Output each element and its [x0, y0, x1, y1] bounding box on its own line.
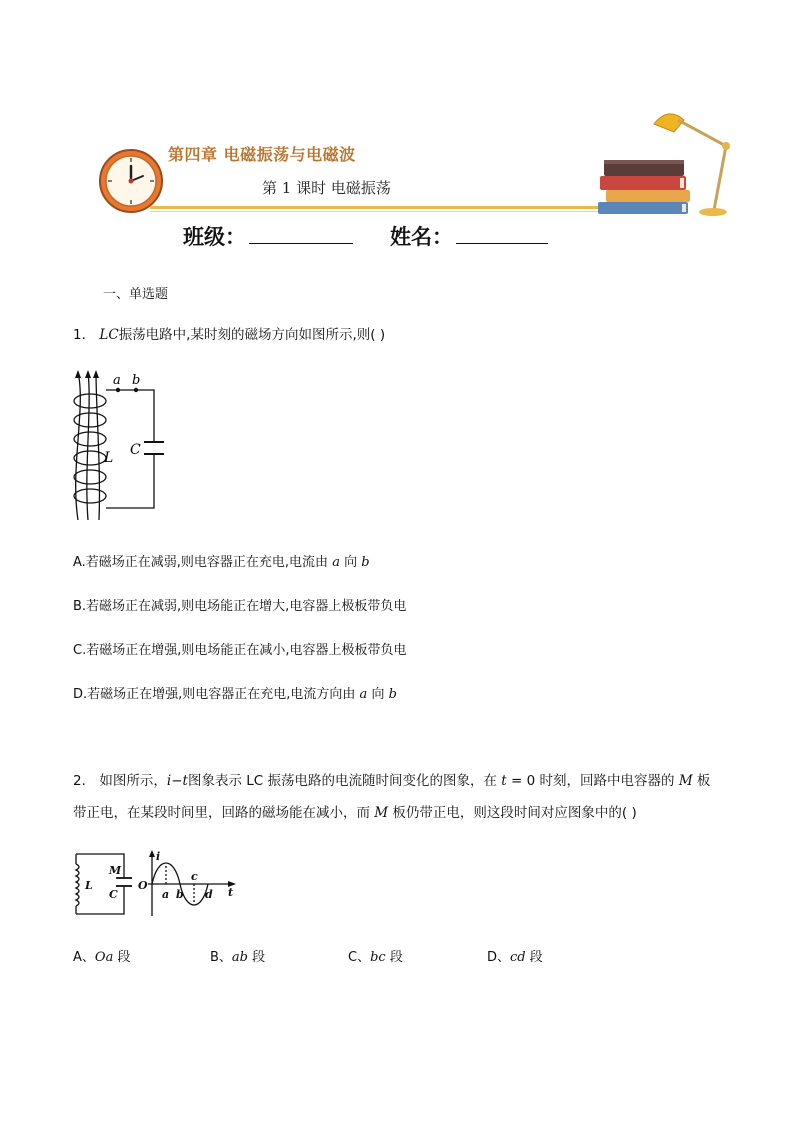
q2-option-c-suffix: 段	[385, 950, 403, 965]
q2-option-c-var: bc	[370, 950, 386, 965]
q2-label-M: M	[109, 864, 122, 877]
q2-l1-t1: 如图所示，	[99, 773, 167, 789]
q2-l1-v3: t	[501, 773, 507, 789]
q2-number: 2．	[73, 773, 96, 789]
q2-l2-t2: 板仍带正电，则这段时间对应图象中的( )	[388, 805, 637, 821]
q2-l1-t2: −	[171, 773, 183, 789]
q1-label-C: C	[130, 442, 141, 458]
q1-option-b[interactable]	[73, 595, 406, 614]
q1-option-a-text: A.若磁场正在减弱,则电容器正在充电,电流由	[73, 555, 333, 570]
q2-l1-t5: 板	[692, 773, 711, 789]
q2-l1-v2: t	[182, 773, 188, 789]
q2-label-a: a	[162, 888, 170, 901]
q1-option-a-var1: a	[332, 555, 340, 570]
q1-number: 1．	[73, 327, 96, 343]
clock-icon	[98, 148, 164, 214]
q1-label-a: a	[113, 373, 121, 388]
q2-stem-line2	[73, 803, 637, 823]
q2-l2-v1: M	[374, 805, 389, 821]
q2-l1-t3: 图象表示 LC 振荡电路的电流随时间变化的图象，在	[187, 773, 502, 789]
q2-label-L: L	[85, 879, 93, 892]
q2-option-b-prefix: B、	[210, 950, 232, 965]
q2-option-a[interactable]	[73, 946, 130, 965]
q1-option-d-var1: a	[359, 687, 368, 702]
section-title: 一、单选题	[103, 287, 169, 302]
q2-label-i: i	[156, 850, 161, 863]
q1-option-d-mid: 向	[371, 687, 389, 702]
q2-l1-t4: = 0 时刻，回路中电容器的	[506, 773, 679, 789]
name-label: 姓名：	[390, 225, 453, 249]
q1-option-a[interactable]	[73, 551, 370, 570]
q2-label-t: t	[228, 886, 234, 899]
q2-option-d-suffix: 段	[525, 950, 543, 965]
q2-option-b-suffix: 段	[248, 950, 266, 965]
q2-option-d[interactable]	[487, 946, 543, 965]
q2-option-a-prefix: A、	[73, 950, 95, 965]
class-label: 班级：	[183, 225, 246, 249]
q1-var: LC	[99, 327, 119, 343]
lesson-title: 第 1 课时 电磁振荡	[262, 179, 391, 197]
q2-option-d-var: cd	[510, 950, 526, 965]
q2-option-c[interactable]	[348, 946, 403, 965]
class-blank[interactable]	[249, 243, 353, 244]
q2-lc-graph-figure	[72, 848, 238, 920]
q1-stem	[73, 325, 385, 345]
q1-circuit-figure	[66, 368, 176, 524]
q2-option-c-prefix: C、	[348, 950, 371, 965]
q1-label-b: b	[132, 373, 141, 388]
q2-l1-v4: M	[678, 773, 693, 789]
q1-option-d-var2: b	[388, 687, 397, 702]
q2-stem-line1	[73, 771, 710, 791]
q2-label-c: c	[191, 870, 198, 883]
q2-label-C: C	[109, 888, 118, 901]
books-lamp-illustration	[596, 98, 736, 220]
q1-option-d-text: D.若磁场正在增强,则电容器正在充电,电流方向由	[73, 687, 360, 702]
header-rule	[150, 206, 600, 209]
header-rule-thin	[150, 211, 600, 212]
q2-label-O: O	[138, 879, 148, 892]
q2-option-a-suffix: 段	[113, 950, 131, 965]
q1-option-d[interactable]	[73, 683, 397, 702]
name-blank[interactable]	[456, 243, 548, 244]
q2-l2-t1: 带正电，在某段时间里，回路的磁场能在减小，而	[73, 805, 375, 821]
q2-label-b: b	[176, 888, 184, 901]
q2-label-d: d	[205, 888, 213, 901]
q2-option-b[interactable]	[210, 946, 265, 965]
q2-option-d-prefix: D、	[487, 950, 511, 965]
q2-option-a-var: Oa	[94, 950, 114, 965]
q1-option-c-text: C.若磁场正在增强,则电场能正在减小,电容器上极板带负电	[73, 643, 407, 658]
q1-option-c[interactable]	[73, 639, 406, 658]
q1-option-a-mid: 向	[344, 555, 362, 570]
q1-option-a-var2: b	[361, 555, 370, 570]
q2-l1-v1: i	[166, 773, 172, 789]
chapter-title: 第四章 电磁振荡与电磁波	[168, 145, 356, 164]
q1-text: 振荡电路中,某时刻的磁场方向如图所示,则( )	[118, 327, 386, 343]
q1-option-b-text: B.若磁场正在减弱,则电场能正在增大,电容器上极板带负电	[73, 599, 407, 614]
q2-option-b-var: ab	[231, 950, 248, 965]
q1-label-L: L	[104, 450, 114, 466]
